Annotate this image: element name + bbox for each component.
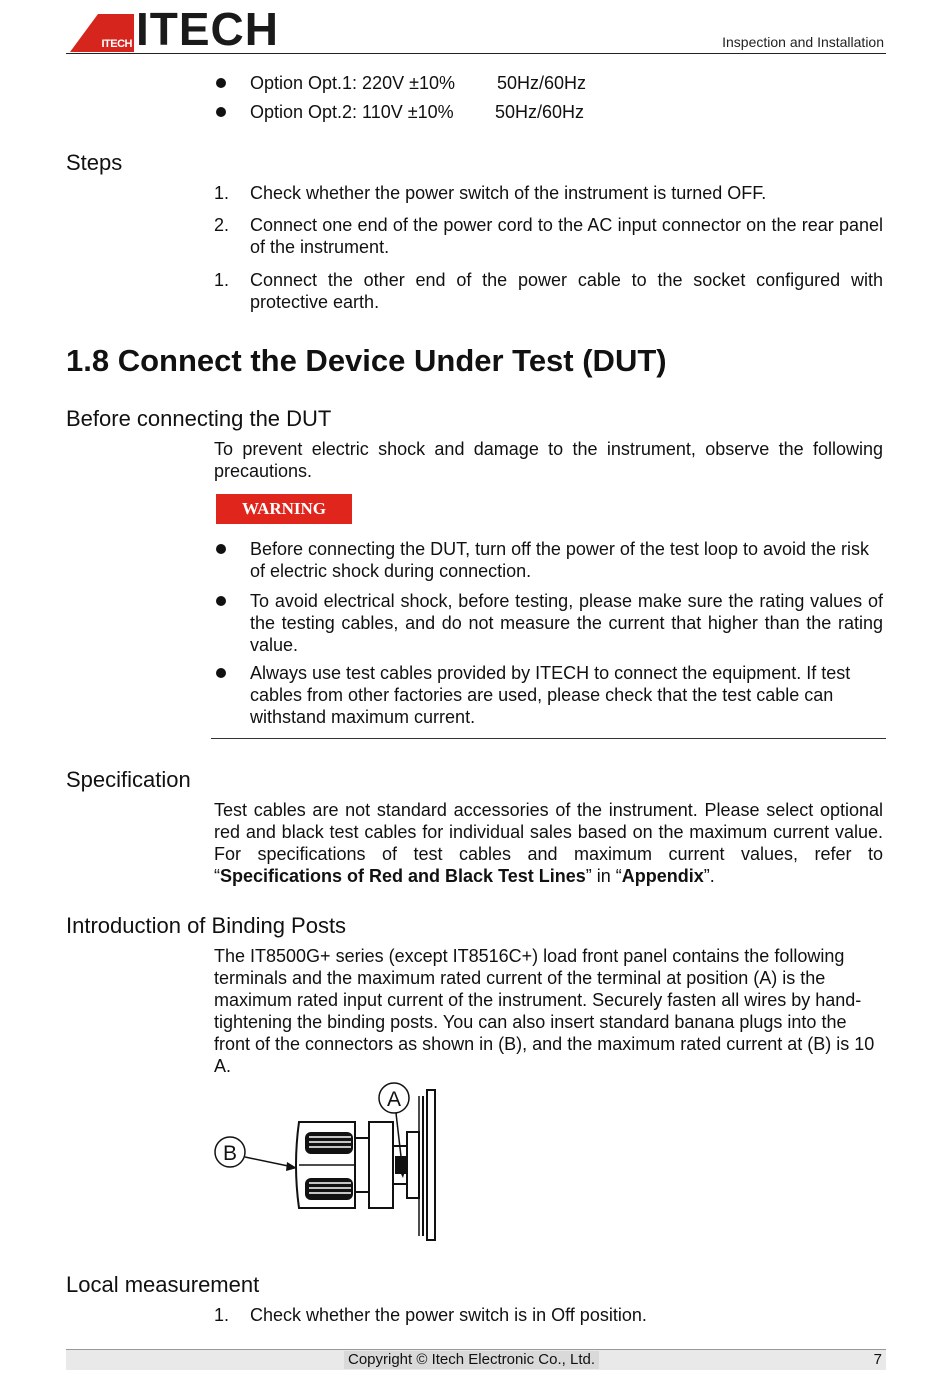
page-number: 7 xyxy=(873,1351,882,1368)
option-1-freq: 50Hz/60Hz xyxy=(497,73,587,93)
option-2-label: Option Opt.2: 110V ±10% xyxy=(250,102,454,122)
warning-bullet-text: Before connecting the DUT, turn off the power of the test loop to avoid the risk of electric shock during connection. xyxy=(250,539,870,581)
bullet-icon xyxy=(216,596,226,606)
bullet-icon xyxy=(216,544,226,554)
bullet-icon xyxy=(216,78,226,88)
label-b: B xyxy=(222,1142,238,1165)
binding-post-diagram xyxy=(205,1078,450,1248)
binding-text: The IT8500G+ series (except IT8516C+) load front panel contains the following terminals and the maximum rated current of the terminal at position (A) is the maximum rated input current of the instrument. Securely fasten all wires by hand-tightening the binding posts. You can also insert standard banana plugs into the front of the connectors as shown in (B), and the maximum rated current at (B) is 10 A. xyxy=(214,946,875,1076)
warning-badge: WARNING xyxy=(216,494,352,524)
warning-bullet-text: To avoid electrical shock, before testing, please make sure the rating values of the testing cables, and do not measure the current that higher than the rating value. xyxy=(250,591,883,655)
brand-logo-word: ITECH xyxy=(136,3,279,55)
header-divider xyxy=(66,53,886,54)
before-heading: Before connecting the DUT xyxy=(66,406,332,431)
steps-heading: Steps xyxy=(66,150,123,175)
brand-logo-mark xyxy=(70,14,134,52)
warning-bullet-text: Always use test cables provided by ITECH to connect the equipment. If test cables from other factories are used, please check that the test cable can withstand maximum current. xyxy=(250,663,851,727)
label-a: A xyxy=(386,1088,402,1111)
option-2-freq: 50Hz/60Hz xyxy=(495,102,585,122)
option-1-label: Option Opt.1: 220V ±10% xyxy=(250,73,456,93)
bullet-icon xyxy=(216,668,226,678)
spec-text-part: ”. xyxy=(703,866,715,886)
header-section-title: Inspection and Installation xyxy=(722,34,884,50)
step-number: 1. xyxy=(214,270,230,290)
local-heading: Local measurement xyxy=(66,1272,260,1297)
warning-divider xyxy=(211,738,886,739)
binding-heading: Introduction of Binding Posts xyxy=(66,913,347,938)
spec-link-appendix: Appendix xyxy=(621,866,704,886)
step-text: Check whether the power switch is in Off position. xyxy=(250,1305,647,1325)
step-text: Connect the other end of the power cable to the socket configured with protective earth. xyxy=(250,270,883,312)
step-text: Check whether the power switch of the instrument is turned OFF. xyxy=(250,183,767,203)
step-text: Connect one end of the power cord to the AC input connector on the rear panel of the instrument. xyxy=(250,215,883,257)
logo-small-text: ITECH xyxy=(101,38,132,50)
specification-text xyxy=(214,799,883,887)
step-number: 2. xyxy=(214,215,230,235)
spec-text-part: ” in “ xyxy=(585,866,622,886)
step-number: 1. xyxy=(214,1305,230,1325)
specification-heading: Specification xyxy=(66,767,191,792)
footer-copyright: Copyright © Itech Electronic Co., Ltd. xyxy=(344,1351,599,1369)
spec-link-red-black-lines: Specifications of Red and Black Test Lines xyxy=(220,866,586,886)
step-number: 1. xyxy=(214,183,230,203)
section-title: 1.8 Connect the Device Under Test (DUT) xyxy=(66,343,667,378)
bullet-icon xyxy=(216,107,226,117)
before-intro: To prevent electric shock and damage to the instrument, observe the following precautions. xyxy=(214,439,883,481)
spec-text-part: Test cables are not standard accessories of the instrument. Please select optional red and black test cables for individual sales based on the maximum current value. For specifications of test cables and maximum current values, refer to “ xyxy=(214,800,883,886)
